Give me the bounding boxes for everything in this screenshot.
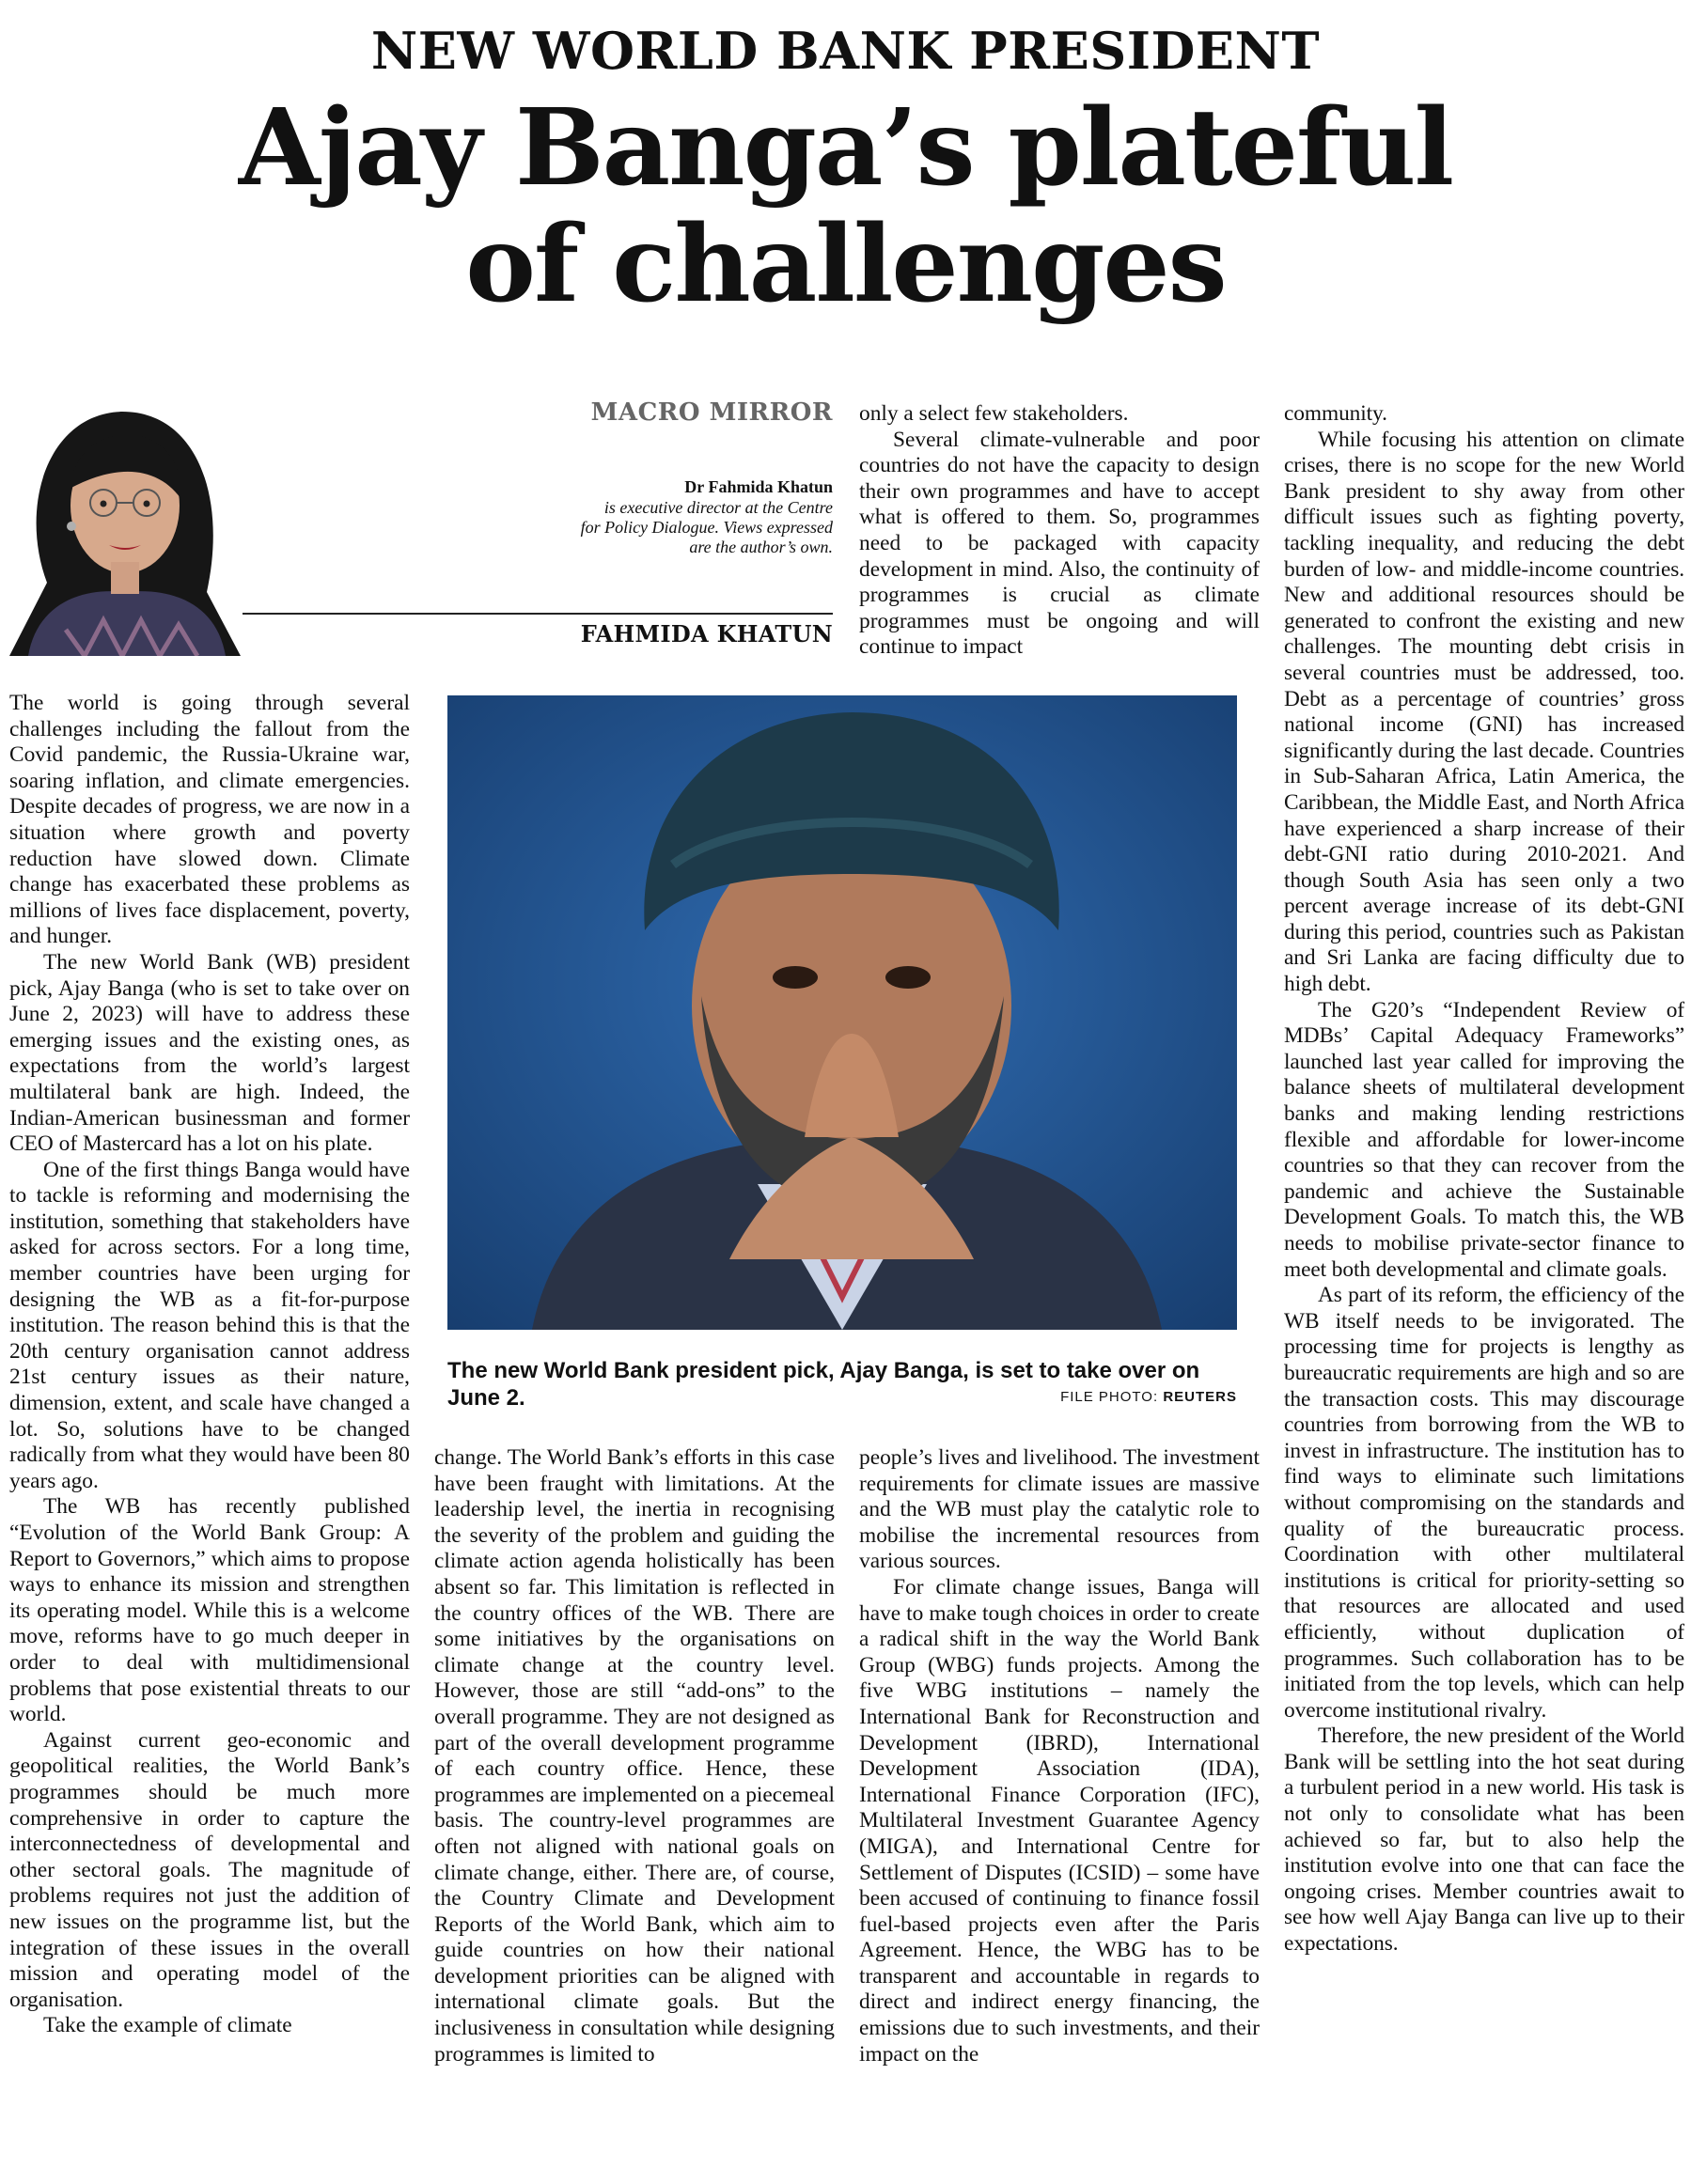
paragraph: While focusing his attention on climate crises, there is no scope for the new World Bank president to shy away from other difficult issues such as fighting poverty, tackling inequality, and reducing the debt burden of low- and middle-income countries. New and additional resources should be generated to confront the existing and new challenges. The mounting debt crisis in several countries must be addressed, too. Debt as a percentage of countries’ gross national income (GNI) has increased significantly during the last decade. Countries in Sub-Saharan Africa, Latin America, the Caribbean, the Middle East, and North Africa have experienced a sharp increase of their debt-GNI ratio during 2010-2021. And though South Asia has seen only a two percent average increase of its debt-GNI during this period, countries such as Pakistan and Sri Lanka are facing difficulty due to high debt. [1284,427,1684,997]
section-label: MACRO MIRROR [590,398,833,427]
photo-credit [940,1389,1237,1405]
paragraph: only a select few stakeholders. [859,401,1129,426]
paragraph: The new World Bank (WB) president pick, Ajay Banga (who is set to take over on June 2, 2023) will have to address these emerging issues and the existing ones, as expectations from the world’s largest multilateral bank are high. Indeed, the Indian-American businessman and former CEO of Mastercard has a lot on his plate. [9,949,410,1157]
article-column-3-top [859,401,1260,661]
article-column-3-bottom [859,1445,1260,2067]
paragraph: change. The World Bank’s efforts in this case have been fraught with limitations. At the leadership level, the inertia in recognising the severity of the problem and guiding the climate action agenda holistically has been absent so far. This limitation is reflected in the country offices of the WB. There are some initiatives by the organisations on climate change at the country level. However, those are still “add-ons” to the overall programme. They are not designed as part of the overall development programme of each country office. Hence, these programmes are implemented on a piecemeal basis. The country-level programmes are often not aligned with national goals on climate change, either. There are, of course, the Country Climate and Development Reports of the World Bank, which aim to guide countries on how their national development priorities can be aligned with international climate goals. But the inclusiveness in consultation while designing programmes is limited to [434,1445,835,2067]
author-portrait [9,395,241,656]
paragraph: The world is going through several challenges including the fallout from the Covid pandemic, the Russia-Ukraine war, soaring inflation, and climate emergencies. Despite decades of progress, we are now in a situation where growth and poverty reduction have slowed down. Climate change has exacerbated these problems as millions of lives face displacement, poverty, and hunger. [9,691,410,949]
paragraph: The WB has recently published “Evolution of the World Bank Group: A Report to Governors,” which aims to propose ways to enhance its mission and strengthen its operating model. While this is a welcome move, reforms have to go much deeper in order to deal with multidimensional problems that pose existential threats to our world. [9,1494,410,1727]
paragraph: The G20’s “Independent Review of MDBs’ Capital Adequacy Frameworks” launched last year called for improving the balance sheets of multilateral development banks and making lending restrictions flexible and affordable for lower-income countries so that they can recover from the pandemic and achieve the Sustainable Development Goals. To match this, the WB needs to mobilise private-sector finance to meet both developmental and climate goals. [1284,997,1684,1282]
author-bio-line: for Policy Dialogue. Views expressed [580,518,833,537]
headline [0,86,1691,326]
article-column-2 [434,1445,835,2067]
main-photo [447,695,1237,1330]
byline-divider [243,613,833,615]
paragraph: community. [1284,401,1387,426]
photo-caption: The new World Bank president pick, Ajay Banga, is set to take over on June 2. [447,1358,1200,1411]
headline-line-1: Ajay Banga’s plateful [238,86,1453,210]
paragraph: Several climate-vulnerable and poor countries do not have the capacity to design their own programmes and have to accept what is offered to them. So, programmes need to be packaged with capacity development in mind. Also, the continuity of programmes is crucial as climate programmes must be ongoing and will continue to impact [859,427,1260,660]
paragraph: Take the example of climate [43,2013,292,2038]
author-bio-line: are the author’s own. [689,538,833,556]
paragraph: For climate change issues, Banga will have to make tough choices in order to create a radical shift in the way the World Bank Group (WBG) funds projects. Among the five WBG institutions – namely the International Bank for Reconstruction and Development (IBRD), International Development Association (IDA), International Finance Corporation (IFC), Multilateral Investment Guarantee Agency (MIGA), and International Centre for Settlement of Disputes (ICSID) – some have been accused of continuing to finance fossil fuel-based projects even after the Paris Agreement. Hence, the WBG has to be transparent and accountable in regards to direct and indirect energy financing, the emissions due to such investments, and their impact on the [859,1574,1260,2067]
paragraph: As part of its reform, the efficiency of the WB itself needs to be invigorated. The processing time for projects is lengthy as bureaucratic requirements are high and so are the transaction costs. This may discourage countries from borrowing from the WB to invest in infrastructure. The institution has to find ways to eliminate such limitations without compromising on the standards and quality of the bureaucratic process. Coordination with other multilateral institutions is critical for priority-setting so that resources are allocated and used efficiently, without duplication of programmes. Such collaboration has to be initiated from the top levels, which can help overcome institutional rivalry. [1284,1283,1684,1723]
article-column-1 [9,691,410,2039]
paragraph: Therefore, the new president of the World Bank will be settling into the hot seat during a turbulent period in a new world. His task is not only to consolidate what has been achieved so far, but to also help the institution evolve into one that can face the ongoing crises. Member countries await to see how well Ajay Banga can live up to their expectations. [1284,1724,1684,1957]
author-bio-name: Dr Fahmida Khatun [684,477,833,496]
headline-line-2: of challenges [465,203,1226,326]
author-bio [470,498,833,557]
photo-credit-source: REUTERS [1163,1389,1237,1405]
byline: FAHMIDA KHATUN [580,620,833,647]
paragraph: people’s lives and livelihood. The investment requirements for climate issues are massive and the WB must play the catalytic role to mobilise the incremental resources from various sources. [859,1445,1260,1574]
photo-credit-prefix: FILE PHOTO: [1060,1389,1164,1405]
kicker: NEW WORLD BANK PRESIDENT [370,21,1321,81]
author-bio-line: is executive director at the Centre [603,498,833,517]
paragraph: One of the first things Banga would have to tackle is reforming and modernising the institution, something that stakeholders have asked for across sectors. For a long time, member countries have been urging for designing the WB as a fit-for-purpose institution. The reason behind this is that the 20th century organisation cannot address 21st century issues as their nature, dimension, extent, and scale have changed a lot. So, solutions have to be changed radically from what they would have been 80 years ago. [9,1157,410,1493]
paragraph: Against current geo-economic and geopolitical realities, the World Bank’s programmes should be much more comprehensive in order to capture the interconnectedness of developmental and other sectoral goals. The magnitude of problems requires not just the addition of new issues on the programme list, but the integration of these issues in the overall mission and operating model of the organisation. [9,1727,410,2012]
article-column-4 [1284,401,1684,1958]
